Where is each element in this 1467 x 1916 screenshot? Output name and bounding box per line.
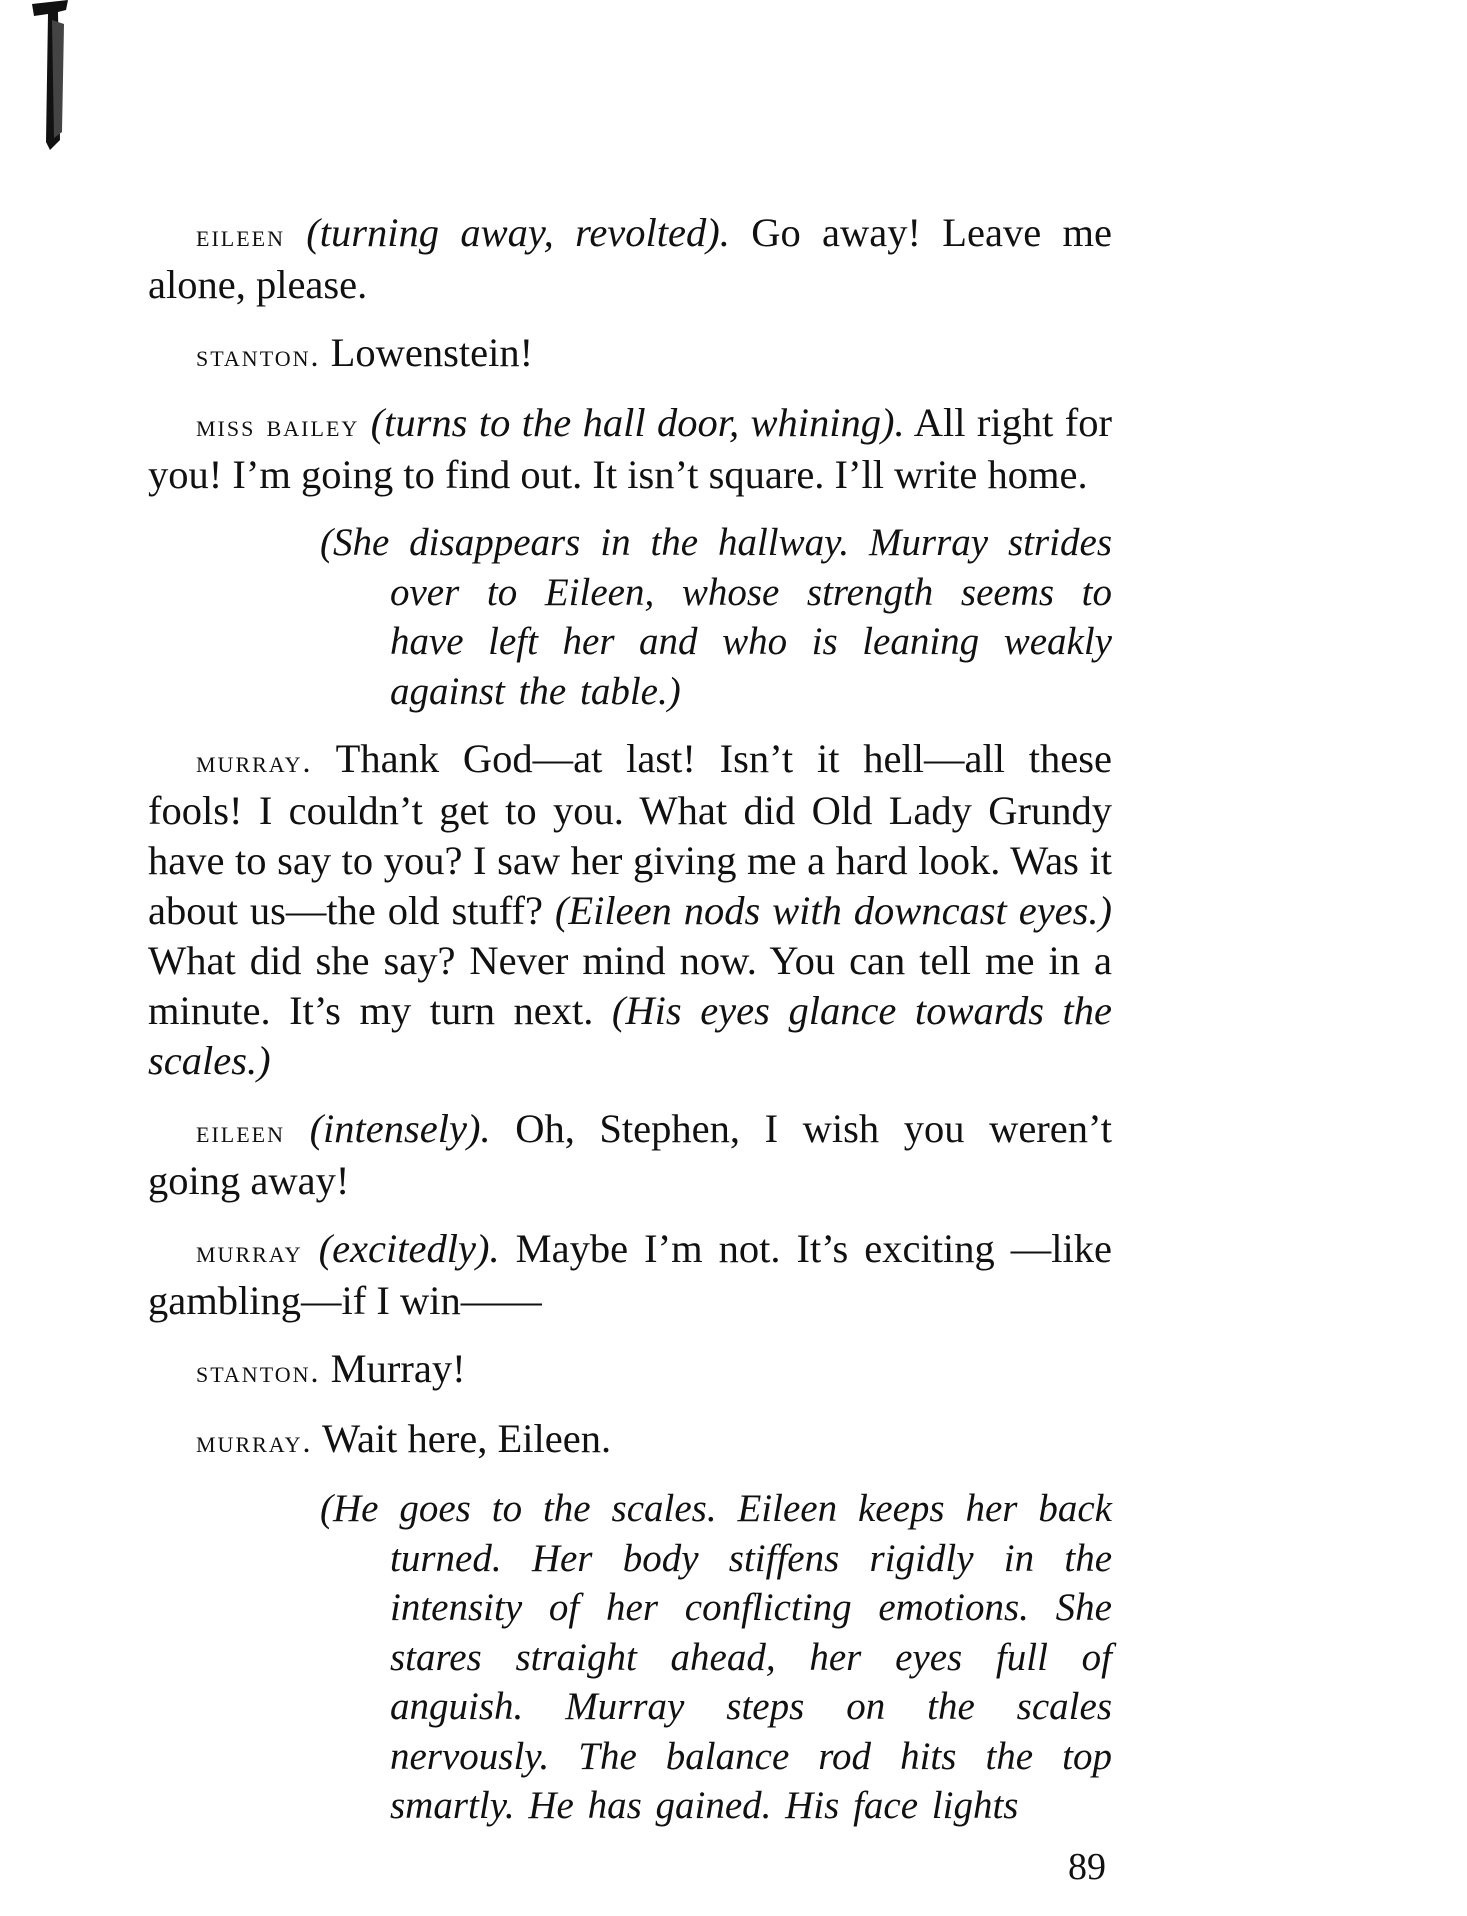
speaker-name: stanton. xyxy=(196,337,321,373)
speech-eileen-2 xyxy=(148,1104,1112,1206)
speech-murray-1 xyxy=(148,734,1112,1086)
speaker-name: murray. xyxy=(196,1423,313,1459)
dialogue-text: Lowenstein! xyxy=(330,330,534,375)
speaker-name: eileen xyxy=(196,217,285,253)
inline-stage-direction: (Eileen nods with downcast eyes.) xyxy=(554,888,1113,933)
dialogue-text: Go away! Leave me alone, please. xyxy=(148,210,1112,307)
dialogue-text: Oh, Stephen, I wish you weren’t going away! xyxy=(148,1106,1113,1203)
speech-miss-bailey xyxy=(148,398,1112,500)
speech-stanton-1 xyxy=(148,328,1112,380)
inline-stage-direction: (excitedly). xyxy=(318,1226,500,1271)
inline-stage-direction: (intensely). xyxy=(309,1106,491,1151)
stage-direction-block: (He goes to the scales. Eileen keeps her back turned. Her body stiffens rigidly in the intensity of her conflicting emotions. She stares straight ahead, her eyes full of anguish. Murray steps on the scales nervously. The balance rod hits the top smartly. He has gained. His face lights xyxy=(320,1487,1112,1827)
speaker-name: eileen xyxy=(196,1113,285,1149)
speech-stanton-2 xyxy=(148,1344,1112,1396)
speaker-name: stanton. xyxy=(196,1353,321,1389)
dialogue-text: What did she say? Never mind now. You can tell me in a minute. It’s my turn next. xyxy=(148,938,1112,1033)
dialogue-text: Thank God—at last! Isn’t it hell—all these fools! I couldn’t get to you. What did Old Lady Grundy have to say to you? I saw her giving me a hard look. Was it about us—the old stuff? xyxy=(148,736,1112,933)
inline-stage-direction: (turning away, revolted). xyxy=(306,210,730,255)
dialogue-text: All right for you! I’m going to find out. It isn’t square. I’ll write home. xyxy=(148,400,1113,497)
page-edge-mark xyxy=(28,0,70,150)
inline-stage-direction: (turns to the hall door, whining). xyxy=(370,400,905,445)
dialogue-text: Murray! xyxy=(330,1346,466,1391)
stage-direction-block: (She disappears in the hallway. Murray strides over to Eileen, whose strength seems to have left her and who is leaning weakly against the table.) xyxy=(320,521,1112,713)
speaker-name: miss bailey xyxy=(196,407,360,443)
play-page xyxy=(148,208,1112,1849)
page-number: 89 xyxy=(1068,1846,1106,1888)
dialogue-text: Maybe I’m not. It’s exciting —like gambling—if I win—— xyxy=(148,1226,1112,1323)
speech-murray-3 xyxy=(148,1414,1112,1466)
speaker-name: murray. xyxy=(196,743,313,779)
speech-murray-2 xyxy=(148,1224,1112,1326)
dialogue-text: Wait here, Eileen. xyxy=(321,1416,612,1461)
inline-stage-direction: (His eyes glance towards the scales.) xyxy=(148,988,1112,1083)
speech-eileen-1 xyxy=(148,208,1112,310)
speaker-name: murray xyxy=(196,1233,303,1269)
